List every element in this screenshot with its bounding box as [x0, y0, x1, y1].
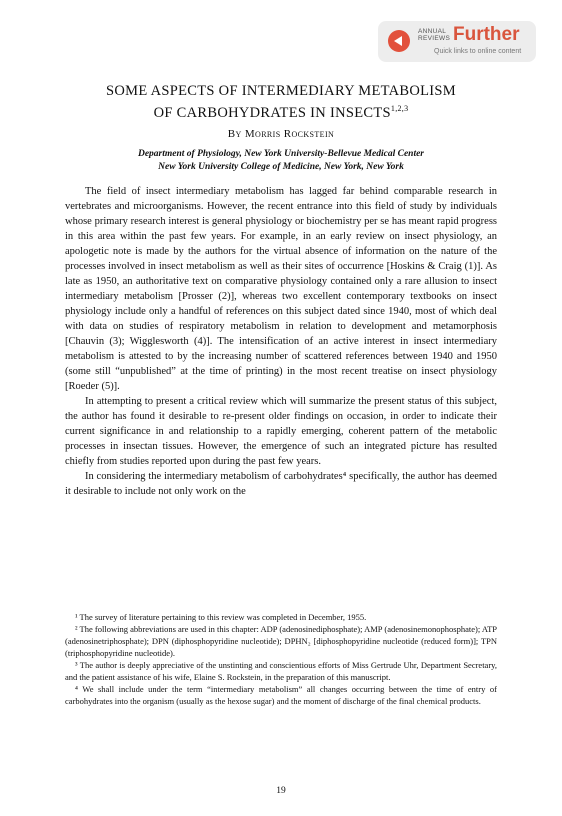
badge-annual-reviews — [418, 28, 450, 42]
title-line-2-text: OF CARBOHYDRATES IN INSECTS — [153, 104, 391, 121]
paragraph-3: In considering the intermediary metabolism of carbohydrates⁴ specifically, the author has deemed it desirable to include not only work on the — [65, 471, 497, 497]
badge-quick-links: Quick links to online content — [434, 48, 522, 55]
badge-further: Further — [453, 24, 520, 45]
footnote-2: ² The following abbreviations are used in this chapter: ADP (adenosinediphosphate); AMP (adenosinemonophosphate); ATP (adenosinetriphosphate); DPN (diphosphopyridine nucleotide); DPHN₂ [diphosphopyridine nucleotide (reduced form)]; TPN (triphosphopyridine nucleotide). — [65, 624, 497, 658]
affiliation-line-1: Department of Physiology, New York University-Bellevue Medical Center — [137, 149, 425, 159]
footnotes — [65, 611, 497, 707]
affiliation — [60, 148, 502, 173]
affiliation-line-2: New York University College of Medicine, New York, New York — [158, 161, 404, 172]
badge-annual: ANNUAL — [418, 28, 447, 35]
title-line-1: SOME ASPECTS OF INTERMEDIARY METABOLISM — [106, 83, 456, 99]
paragraph-2: In attempting to present a critical review which will summarize the present status of this subject, the author has found it desirable to re-present older findings on occasion, in order to indicate their current significance in and relationship to a rapidly emerging, coherent pattern of the metabolic processes in insectan tissues. However, the emergence of such an integrated picture has resulted chiefly from studies reported upon during the past few years. — [65, 396, 497, 467]
footnote-1: ¹ The survey of literature pertaining to this review was completed in December, 1955. — [75, 612, 367, 622]
title-footnote-refs: 1,2,3 — [390, 104, 409, 113]
page-number: 19 — [276, 786, 286, 796]
article-title — [60, 82, 502, 122]
back-arrow-icon — [388, 30, 410, 52]
badge-reviews: REVIEWS — [418, 35, 451, 42]
footnote-4: ⁴ We shall include under the term “intermediary metabolism” all changes occurring between the time of entry of carbohydrates into the organism (usually as the hexose sugar) and the moment of discharge of the final chemical products. — [65, 684, 497, 706]
title-line-2 — [60, 100, 502, 122]
author-name: By Morris Rockstein — [227, 128, 335, 140]
paragraph-1: The field of insect intermediary metabolism has lagged far behind comparable research in vertebrates and microorganisms. However, the recent entrance into this field of study by individuals whose primary research interest is general physiology or biochemistry per se has meant rapid progress in this area within the past few years. For example, in an early review on insect physiology, an apologetic note is made by the authors for the virtual absence of information on the nature of the processes involved in insect metabolism as well as their sites of occurrence [Hoskins & Craig (1)]. As late as 1950, an authoritative text on comparative physiology contained only a rare allusion to insect intermediary metabolism [Prosser (2)], whereas two excellent contemporary textbooks on insect physiology include only a handful of references on this subject dated since 1940, most of which deal with data on studies of respiratory metabolism in relation to development and metamorphosis [Chauvin (3); Wigglesworth (4)]. The intensification of an active interest in insect intermediary metabolism is attested to by the increasing number of scattered references between 1940 and 1950 (some still “unpublished” at the time of printing) in the most recent treatise on insect physiology [Roeder (5)]. — [65, 186, 497, 392]
further-badge[interactable] — [378, 21, 536, 62]
footnote-3: ³ The author is deeply appreciative of the unstinting and conscientious efforts of Miss Gertrude Uhr, Department Secretary, and the patient assistance of his wife, Elaine S. Rockstein, in the preparation of this manuscript. — [65, 660, 497, 682]
article-body — [65, 184, 497, 499]
